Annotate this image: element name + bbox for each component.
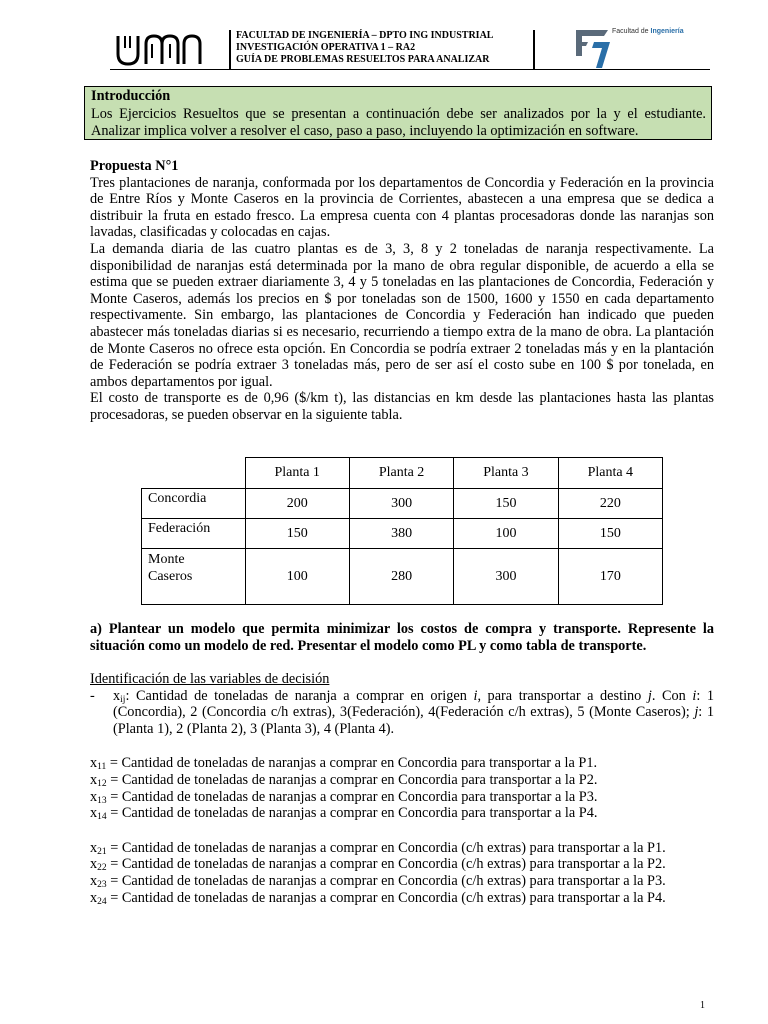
bullet-dash: - xyxy=(90,687,95,704)
faculty-logo-text: Facultad de Ingeniería xyxy=(612,28,684,35)
table-row-header: Federación xyxy=(142,519,246,549)
proposal-paragraph-3: El costo de transporte es de 0,96 ($/km t), las distancias en km desde las plantaciones hasta las plantas procesadoras, se pueden observar en la siguiente tabla. xyxy=(90,390,714,423)
distance-table xyxy=(141,457,663,605)
table-row xyxy=(142,519,663,549)
table-cell: 280 xyxy=(349,549,453,605)
table-header-cell: Planta 4 xyxy=(558,458,662,489)
intro-title: Introducción xyxy=(91,88,171,104)
bullet-text: $x_{ij}$: Cantidad de toneladas de naranja a comprar en origen i, para transportar a destino j. Con i: 1 (Concordia), 2 (Concordia c/h extras), 3(Federación), 4(Federación c/h extras), 5 (Monte Caseros); j: 1 (Planta 1), 2 (Planta 2), 3 (Planta 3), 4 (Planta 4). xyxy=(113,687,714,737)
question-a: a) Plantear un modelo que permita minimizar los costos de compra y transporte. Represente la situación como un modelo de red. Presentar el modelo como PL y como tabla de transporte. xyxy=(90,621,714,654)
variable-line: $x_{11}$ = Cantidad de toneladas de naranjas a comprar en Concordia para transportar a la P1. xyxy=(90,755,598,773)
intro-box xyxy=(84,86,712,140)
variable-line: $x_{12}$ = Cantidad de toneladas de naranjas a comprar en Concordia para transportar a la P2. xyxy=(90,771,598,789)
variable-line: $x_{22}$ = Cantidad de toneladas de naranjas a comprar en Concordia (c/h extras) para transportar a la P2. xyxy=(90,856,666,874)
table-cell: 380 xyxy=(349,519,453,549)
table-corner xyxy=(142,458,246,489)
table-row-header: Concordia xyxy=(142,489,246,519)
table-cell: 100 xyxy=(245,549,349,605)
table-header-cell: Planta 2 xyxy=(349,458,453,489)
table-row xyxy=(142,549,663,605)
header-divider-right xyxy=(533,30,535,70)
table-cell: 300 xyxy=(349,489,453,519)
header-divider-left xyxy=(229,30,231,70)
page-number: 1 xyxy=(700,1000,705,1011)
table-cell: 100 xyxy=(454,519,558,549)
table-header-cell: Planta 1 xyxy=(245,458,349,489)
header-line-2: INVESTIGACIÓN OPERATIVA 1 – RA2 xyxy=(236,42,416,53)
table-cell: 170 xyxy=(558,549,662,605)
variable-line: $x_{21}$ = Cantidad de toneladas de naranjas a comprar en Concordia (c/h extras) para transportar a la P1. xyxy=(90,839,666,857)
table-header-cell: Planta 3 xyxy=(454,458,558,489)
header-text xyxy=(236,30,493,66)
table-cell: 150 xyxy=(245,519,349,549)
intro-text: Los Ejercicios Resueltos que se presentan a continuación debe ser analizados por la y el estudiante. Analizar implica volver a resolver el caso, paso a paso, incluyendo la optimización en software. xyxy=(91,105,706,139)
proposal-paragraph-1: Tres plantaciones de naranja, conformada por los departamentos de Concordia y Federación en la provincia de Entre Ríos y Monte Caseros en la provincia de Corrientes, abastecen a una empresa que se dedica a distribuir la fruta en estado fresco. La empresa cuenta con 4 plantas procesadoras donde las naranjas son lavadas, clasificadas y colocadas en cajas. xyxy=(90,174,714,241)
table-cell: 300 xyxy=(454,549,558,605)
variables-bullet xyxy=(90,688,714,738)
proposal-section xyxy=(90,158,714,424)
um-logo-icon xyxy=(114,30,204,70)
variable-line: $x_{23}$ = Cantidad de toneladas de naranjas a comprar en Concordia (c/h extras) para transportar a la P3. xyxy=(90,872,666,890)
svg-text:um: um xyxy=(114,30,116,31)
table-cell: 150 xyxy=(454,489,558,519)
variable-line: $x_{13}$ = Cantidad de toneladas de naranjas a comprar en Concordia para transportar a la P3. xyxy=(90,788,598,806)
variables-section xyxy=(90,671,714,906)
header-line-1: FACULTAD DE INGENIERÍA – DPTO ING INDUSTRIAL xyxy=(236,30,494,41)
proposal-paragraph-2: La demanda diaria de las cuatro plantas es de 3, 3, 8 y 2 toneladas de naranja respectivamente. La disponibilidad de naranjas está determinada por la mano de obra regular disponible, de acuerdo a ella se estima que se pueden extraer diariamente 3, 4 y 5 toneladas en las plantaciones de Concordia, Federación y Monte Caseros, además los precios en $ por toneladas son de 1500, 1600 y 1550 en cada departamento respectivamente. Sin embargo, las plantaciones de Concordia y Federación han indicado que pueden abastecer más toneladas diarias si es necesario, recurriendo a tiempo extra de la mano de obra. La plantación de Monte Caseros no ofrece esta opción. En Concordia se podría extraer 2 toneladas más y en la plantación de Federación se podría extraer 3 toneladas más, pero de ser así el costo sube en 100 $ por tonelada, en ambos departamentos por igual. xyxy=(90,240,714,390)
faculty-logo xyxy=(574,28,694,70)
table-row-header: Monte Caseros xyxy=(142,549,246,605)
variable-line: $x_{24}$ = Cantidad de toneladas de naranjas a comprar en Concordia (c/h extras) para transportar a la P4. xyxy=(90,889,666,907)
university-logo xyxy=(114,30,204,70)
variables-heading: Identificación de las variables de decisión xyxy=(90,671,330,687)
table-row xyxy=(142,489,663,519)
header-line-3: GUÍA DE PROBLEMAS RESUELTOS PARA ANALIZAR xyxy=(236,54,490,65)
table-cell: 200 xyxy=(245,489,349,519)
table-cell: 220 xyxy=(558,489,662,519)
proposal-title: Propuesta N°1 xyxy=(90,158,179,174)
table-cell: 150 xyxy=(558,519,662,549)
variable-line: $x_{14}$ = Cantidad de toneladas de naranjas a comprar en Concordia para transportar a la P4. xyxy=(90,805,598,823)
faculty-logo-icon xyxy=(574,28,612,70)
table-header-row xyxy=(142,458,663,489)
